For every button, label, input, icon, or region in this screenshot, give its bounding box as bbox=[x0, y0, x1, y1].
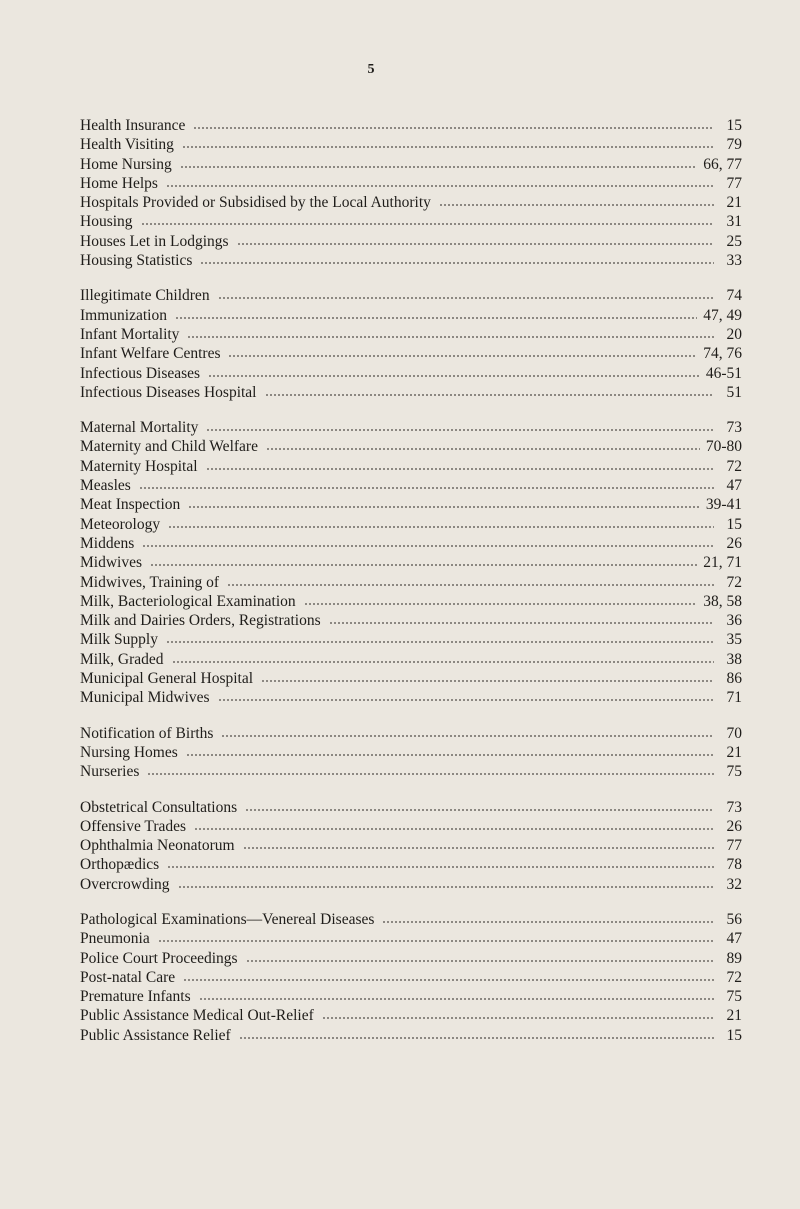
dot-leader bbox=[150, 563, 697, 567]
index-term: Overcrowding bbox=[80, 875, 170, 893]
index-entry bbox=[80, 798, 742, 817]
dot-leader bbox=[139, 486, 714, 490]
index-page-ref: 21 bbox=[726, 194, 742, 212]
index-term: Midwives bbox=[80, 554, 142, 572]
index-entry bbox=[80, 515, 742, 534]
index-group bbox=[80, 418, 742, 707]
index-page-ref: 15 bbox=[726, 515, 742, 533]
dot-leader bbox=[194, 827, 714, 831]
dot-leader bbox=[261, 679, 714, 683]
dot-leader bbox=[168, 525, 714, 529]
index-term: Ophthalmia Neonatorum bbox=[80, 837, 235, 855]
index-entry bbox=[80, 193, 742, 212]
index-page-ref: 74 bbox=[726, 287, 742, 305]
index-entry bbox=[80, 875, 742, 894]
index-entry bbox=[80, 534, 742, 553]
dot-leader bbox=[266, 447, 700, 451]
index-page-ref: 56 bbox=[726, 910, 742, 928]
index-term: Health Insurance bbox=[80, 117, 186, 134]
index-term: Infectious Diseases bbox=[80, 364, 201, 382]
dot-leader bbox=[322, 1016, 714, 1020]
index-entry bbox=[80, 457, 742, 476]
dot-leader bbox=[245, 808, 714, 812]
index-entry bbox=[80, 762, 742, 781]
dot-leader bbox=[158, 939, 714, 943]
dot-leader bbox=[188, 505, 700, 509]
index-page-ref: 74, 76 bbox=[703, 345, 742, 363]
index-term: Midwives, Training of bbox=[80, 573, 220, 591]
index-page-ref: 73 bbox=[726, 798, 742, 816]
index-term: Maternal Mortality bbox=[80, 419, 199, 437]
index-entry bbox=[80, 817, 742, 836]
index-entry bbox=[80, 592, 742, 611]
index-entry bbox=[80, 987, 742, 1006]
index-term: Meat Inspection bbox=[80, 496, 181, 514]
index-entry bbox=[80, 743, 742, 762]
index-term: Police Court Proceedings bbox=[80, 949, 238, 967]
index-group bbox=[80, 798, 742, 894]
index-page-ref: 39-41 bbox=[705, 496, 742, 514]
index-entry bbox=[80, 344, 742, 363]
index-list bbox=[80, 116, 742, 1061]
index-term: Infant Welfare Centres bbox=[80, 345, 221, 363]
index-group bbox=[80, 724, 742, 782]
dot-leader bbox=[304, 602, 698, 606]
index-entry bbox=[80, 364, 742, 383]
index-entry bbox=[80, 573, 742, 592]
index-entry bbox=[80, 949, 742, 968]
dot-leader bbox=[329, 621, 714, 625]
dot-leader bbox=[221, 734, 714, 738]
index-entry bbox=[80, 630, 742, 649]
dot-leader bbox=[199, 997, 714, 1001]
index-entry bbox=[80, 968, 742, 987]
index-term: Infectious Diseases Hospital bbox=[80, 383, 257, 401]
index-term: Houses Let in Lodgings bbox=[80, 232, 229, 250]
index-page-ref: 47 bbox=[726, 477, 742, 495]
index-page-ref: 71 bbox=[726, 689, 742, 707]
index-entry bbox=[80, 724, 742, 743]
index-page-ref: 89 bbox=[726, 949, 742, 967]
index-page-ref: 35 bbox=[726, 631, 742, 649]
dot-leader bbox=[175, 316, 697, 320]
index-term: Milk, Bacteriological Examination bbox=[80, 592, 296, 610]
index-page-ref: 77 bbox=[726, 837, 742, 855]
index-entry bbox=[80, 669, 742, 688]
index-page-ref: 47, 49 bbox=[703, 306, 742, 324]
index-page-ref: 77 bbox=[726, 174, 742, 192]
index-entry bbox=[80, 286, 742, 305]
index-page-ref: 46-51 bbox=[705, 364, 742, 382]
index-term: Obstetrical Consultations bbox=[80, 798, 238, 816]
index-page-ref: 79 bbox=[726, 136, 742, 154]
index-term: Illegitimate Children bbox=[80, 287, 210, 305]
index-term: Post-natal Care bbox=[80, 968, 176, 986]
index-entry bbox=[80, 155, 742, 174]
index-page-ref: 33 bbox=[726, 252, 742, 270]
index-page-ref: 20 bbox=[726, 325, 742, 343]
index-entry bbox=[80, 476, 742, 495]
dot-leader bbox=[265, 393, 715, 397]
index-page-ref: 51 bbox=[726, 383, 742, 401]
index-page-ref: 47 bbox=[726, 930, 742, 948]
dot-leader bbox=[182, 145, 714, 149]
dot-leader bbox=[186, 753, 714, 757]
index-term: Hospitals Provided or Subsidised by the Local Authority bbox=[80, 194, 431, 212]
dot-leader bbox=[239, 1036, 714, 1040]
index-group bbox=[80, 116, 742, 270]
index-entry bbox=[80, 306, 742, 325]
index-term: Maternity Hospital bbox=[80, 457, 198, 475]
index-page-ref: 26 bbox=[726, 534, 742, 552]
index-entry bbox=[80, 418, 742, 437]
index-term: Measles bbox=[80, 477, 131, 495]
index-entry bbox=[80, 611, 742, 630]
index-entry bbox=[80, 688, 742, 707]
index-entry bbox=[80, 251, 742, 270]
index-entry bbox=[80, 1006, 742, 1025]
index-page-ref: 66, 77 bbox=[703, 155, 742, 173]
index-page-ref: 75 bbox=[726, 763, 742, 781]
index-page-ref: 26 bbox=[726, 817, 742, 835]
index-term: Health Visiting bbox=[80, 136, 174, 154]
index-page-ref: 70-80 bbox=[705, 438, 742, 456]
index-term: Premature Infants bbox=[80, 988, 191, 1006]
index-entry bbox=[80, 135, 742, 154]
index-page-ref: 70 bbox=[726, 724, 742, 742]
index-page-ref: 72 bbox=[726, 968, 742, 986]
dot-leader bbox=[166, 184, 714, 188]
index-entry bbox=[80, 437, 742, 456]
index-entry bbox=[80, 836, 742, 855]
index-entry bbox=[80, 325, 742, 344]
index-page-ref: 31 bbox=[726, 213, 742, 231]
dot-leader bbox=[167, 865, 714, 869]
dot-leader bbox=[187, 335, 714, 339]
index-page-ref: 21, 71 bbox=[703, 554, 742, 572]
index-term: Municipal Midwives bbox=[80, 689, 210, 707]
index-entry bbox=[80, 1026, 742, 1045]
index-entry bbox=[80, 212, 742, 231]
index-term: Maternity and Child Welfare bbox=[80, 438, 258, 456]
index-page-ref: 38, 58 bbox=[703, 592, 742, 610]
index-term: Pneumonia bbox=[80, 930, 150, 948]
index-term: Housing Statistics bbox=[80, 252, 193, 270]
dot-leader bbox=[166, 640, 714, 644]
index-entry bbox=[80, 116, 742, 135]
index-term: Public Assistance Relief bbox=[80, 1026, 231, 1044]
index-term: Public Assistance Medical Out-Relief bbox=[80, 1007, 314, 1025]
index-term: Pathological Examinations—Venereal Diseases bbox=[80, 910, 375, 928]
dot-leader bbox=[178, 885, 714, 889]
dot-leader bbox=[218, 698, 714, 702]
index-page-ref: 38 bbox=[726, 650, 742, 668]
index-term: Milk, Graded bbox=[80, 650, 164, 668]
dot-leader bbox=[382, 920, 714, 924]
index-page-ref: 32 bbox=[726, 875, 742, 893]
index-term: Housing bbox=[80, 213, 133, 231]
index-page-ref: 15 bbox=[726, 1026, 742, 1044]
dot-leader bbox=[206, 467, 714, 471]
index-term: Nurseries bbox=[80, 763, 140, 781]
index-page-ref: 72 bbox=[726, 457, 742, 475]
dot-leader bbox=[227, 583, 714, 587]
index-entry bbox=[80, 383, 742, 402]
index-page-ref: 25 bbox=[726, 232, 742, 250]
dot-leader bbox=[208, 374, 700, 378]
index-term: Middens bbox=[80, 534, 135, 552]
dot-leader bbox=[183, 978, 714, 982]
dot-leader bbox=[172, 660, 714, 664]
dot-leader bbox=[218, 296, 714, 300]
index-term: Offensive Trades bbox=[80, 817, 187, 835]
dot-leader bbox=[142, 544, 714, 548]
index-page-ref: 73 bbox=[726, 419, 742, 437]
index-term: Nursing Homes bbox=[80, 743, 178, 761]
dot-leader bbox=[243, 846, 714, 850]
index-term: Notification of Births bbox=[80, 724, 214, 742]
index-term: Milk and Dairies Orders, Registrations bbox=[80, 612, 321, 630]
index-entry bbox=[80, 929, 742, 948]
index-page-ref: 36 bbox=[726, 612, 742, 630]
dot-leader bbox=[228, 354, 697, 358]
page-number: 5 bbox=[367, 62, 375, 77]
dot-leader bbox=[439, 203, 714, 207]
index-term: Orthopædics bbox=[80, 856, 160, 874]
dot-leader bbox=[193, 126, 714, 130]
dot-leader bbox=[237, 242, 714, 246]
index-entry bbox=[80, 495, 742, 514]
index-term: Immunization bbox=[80, 306, 167, 324]
dot-leader bbox=[206, 428, 714, 432]
index-entry bbox=[80, 855, 742, 874]
index-page-ref: 75 bbox=[726, 988, 742, 1006]
dot-leader bbox=[200, 261, 714, 265]
index-term: Infant Mortality bbox=[80, 325, 180, 343]
index-page-ref: 72 bbox=[726, 573, 742, 591]
dot-leader bbox=[246, 959, 714, 963]
index-page-ref: 15 bbox=[726, 117, 742, 134]
index-group bbox=[80, 286, 742, 402]
index-page-ref: 21 bbox=[726, 1007, 742, 1025]
index-term: Milk Supply bbox=[80, 631, 158, 649]
dot-leader bbox=[180, 165, 698, 169]
index-entry bbox=[80, 553, 742, 572]
index-entry bbox=[80, 174, 742, 193]
index-entry bbox=[80, 910, 742, 929]
index-term: Home Nursing bbox=[80, 155, 172, 173]
dot-leader bbox=[147, 772, 714, 776]
index-page-ref: 78 bbox=[726, 856, 742, 874]
index-entry bbox=[80, 232, 742, 251]
index-page-ref: 86 bbox=[726, 670, 742, 688]
index-page-ref: 21 bbox=[726, 743, 742, 761]
index-term: Municipal General Hospital bbox=[80, 670, 254, 688]
index-term: Meteorology bbox=[80, 515, 161, 533]
dot-leader bbox=[141, 222, 714, 226]
index-group bbox=[80, 910, 742, 1045]
index-term: Home Helps bbox=[80, 174, 158, 192]
index-entry bbox=[80, 650, 742, 669]
